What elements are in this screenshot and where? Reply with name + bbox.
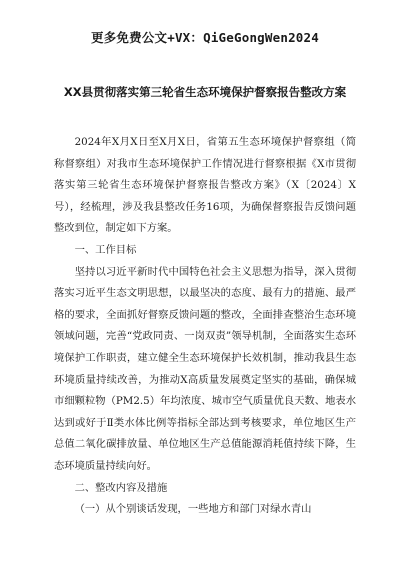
goals-paragraph: 坚持以习近平新时代中国特色社会主义思想为指导，深入贯彻落实习近平生态文明思想，以最坚决的态度、最有力的措施、最严格的要求，全面抓好督察反馈问题的整改，全面排查整治生态环境领域问题，完善“党政同责、一岗双责”领导机制，全面落实生态环境保护工作职责，建立健全生态环境保护长效机制，推动我县生态环境质量持续改善，为推动X高质量发展奠定坚实的基础，确保城市细颗粒物（PM2.5）年均浓度、城市空气质量优良天数、地表水达到或好于Ⅱ类水体比例等指标全部达到考核要求，单位地区生产总值二氧化碳排放量、单位地区生产总值能源消耗值持续下降，生态环境质量持续向好。 [54, 265, 356, 472]
section-heading-measures: 二、整改内容及措施 [74, 481, 168, 494]
promo-header: 更多免费公文+VX：QiGeGongWen2024 [91, 30, 319, 45]
document-title: XX县贯彻落实第三轮省生态环境保护督察报告整改方案 [63, 85, 347, 99]
measures-subsection-start: （一）从个别谈话发现，一些地方和部门对绿水青山 [74, 503, 312, 516]
section-heading-goals: 一、工作目标 [74, 243, 137, 256]
intro-paragraph: 2024年X月X日至X月X日，省第五生态环境保护督察组（简称督察组）对我市生态环境保护工作情况进行督察根据《X市贯彻落实第三轮省生态环境保护督察报告整改方案》（X〔2024〕X号），经梳理，涉及我县整改任务16项，为确保督察报告反馈问题整改到位，制定如下方案。 [54, 136, 356, 235]
